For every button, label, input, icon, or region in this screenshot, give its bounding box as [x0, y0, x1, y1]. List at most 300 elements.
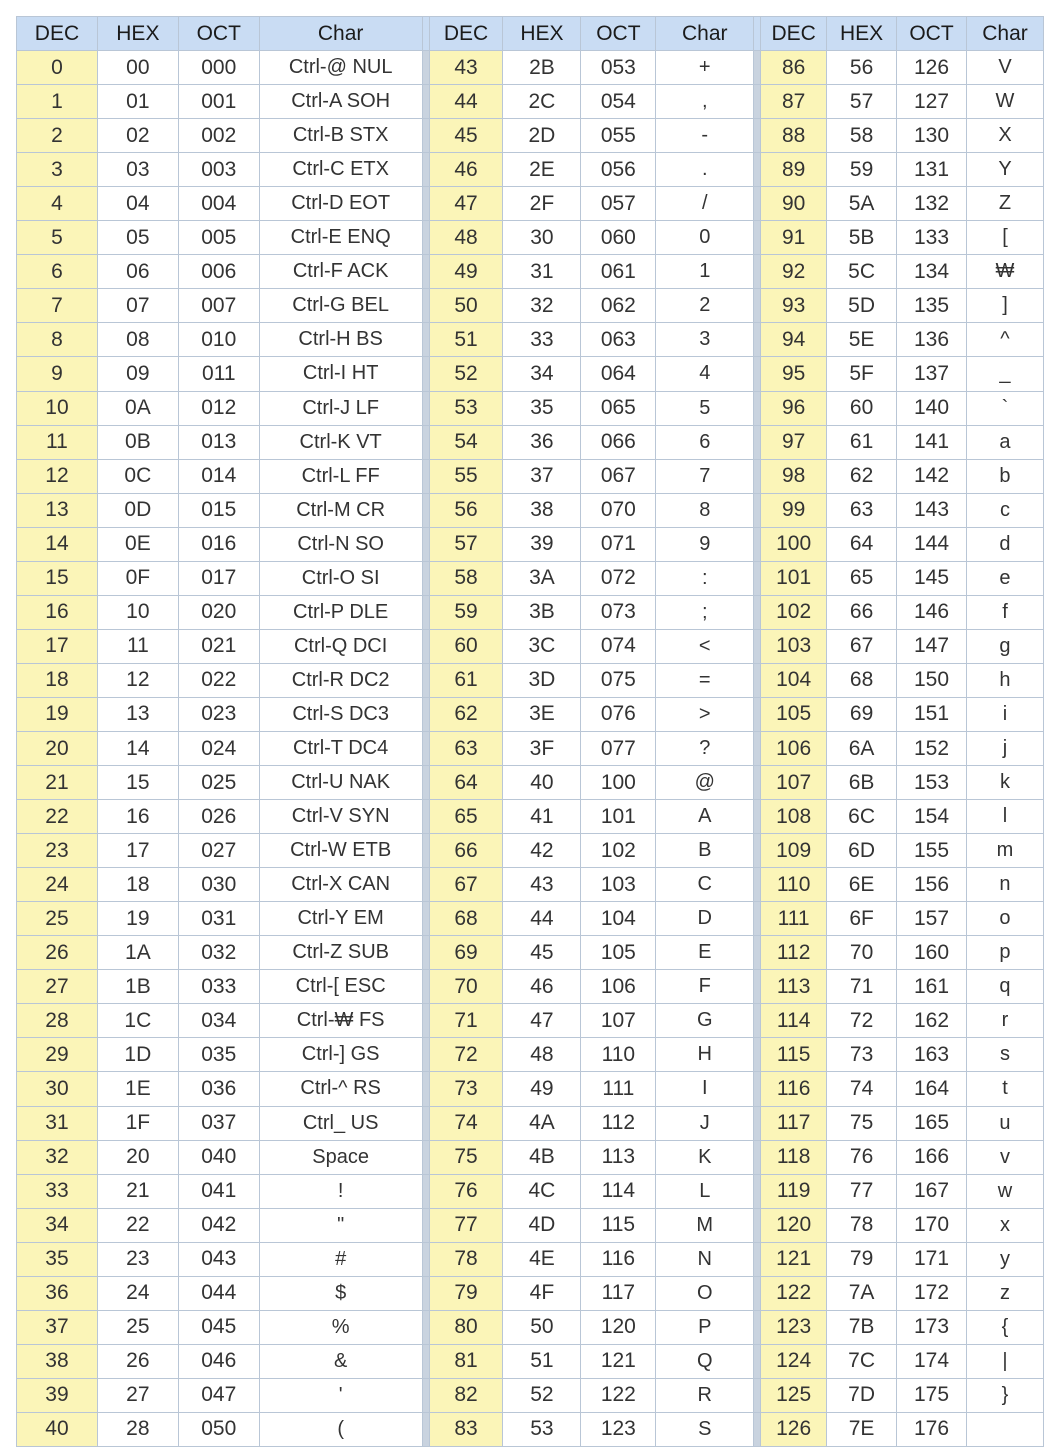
table-row — [17, 493, 1044, 527]
hex-cell: 3E — [503, 697, 581, 731]
dec-cell: 68 — [429, 902, 503, 936]
hex-cell: 28 — [97, 1412, 178, 1446]
hex-cell: 3F — [503, 731, 581, 765]
oct-cell: 153 — [897, 766, 967, 800]
dec-cell: 60 — [429, 629, 503, 663]
hex-cell: 52 — [503, 1378, 581, 1412]
oct-cell: 024 — [178, 731, 259, 765]
char-cell: E — [656, 936, 754, 970]
char-cell: < — [656, 629, 754, 663]
char-cell: Ctrl-O SI — [259, 561, 422, 595]
char-cell: Ctrl-B STX — [259, 119, 422, 153]
table-row — [17, 1174, 1044, 1208]
char-cell: Ctrl-M CR — [259, 493, 422, 527]
hex-cell: 21 — [97, 1174, 178, 1208]
char-cell: 7 — [656, 459, 754, 493]
hex-cell: 12 — [97, 663, 178, 697]
oct-cell: 147 — [897, 629, 967, 663]
char-cell: 5 — [656, 391, 754, 425]
dec-cell: 56 — [429, 493, 503, 527]
column-divider — [754, 1378, 761, 1412]
column-divider — [754, 1004, 761, 1038]
hex-cell: 2E — [503, 153, 581, 187]
char-cell: Ctrl-H BS — [259, 323, 422, 357]
oct-cell: 065 — [581, 391, 656, 425]
dec-cell: 52 — [429, 357, 503, 391]
char-cell: J — [656, 1106, 754, 1140]
oct-cell: 004 — [178, 187, 259, 221]
oct-cell: 155 — [897, 834, 967, 868]
hex-cell: 70 — [827, 936, 897, 970]
dec-cell: 15 — [17, 561, 98, 595]
dec-cell: 9 — [17, 357, 98, 391]
hex-cell: 45 — [503, 936, 581, 970]
char-cell: G — [656, 1004, 754, 1038]
oct-cell: 021 — [178, 629, 259, 663]
hex-cell: 63 — [827, 493, 897, 527]
dec-cell: 20 — [17, 731, 98, 765]
char-cell: Ctrl-@ NUL — [259, 51, 422, 85]
hex-cell: 7C — [827, 1344, 897, 1378]
table-row — [17, 255, 1044, 289]
char-cell: Ctrl-X CAN — [259, 868, 422, 902]
column-divider — [422, 85, 429, 119]
dec-cell: 44 — [429, 85, 503, 119]
hex-cell: 7B — [827, 1310, 897, 1344]
oct-cell: 120 — [581, 1310, 656, 1344]
hex-cell: 65 — [827, 561, 897, 595]
table-row — [17, 868, 1044, 902]
char-cell: Ctrl-D EOT — [259, 187, 422, 221]
oct-cell: 102 — [581, 834, 656, 868]
char-cell: e — [966, 561, 1043, 595]
dec-cell: 81 — [429, 1344, 503, 1378]
hex-cell: 46 — [503, 970, 581, 1004]
char-cell: > — [656, 697, 754, 731]
char-cell: 9 — [656, 527, 754, 561]
column-divider — [422, 459, 429, 493]
header-dec: DEC — [17, 17, 98, 51]
char-cell: Ctrl-W ETB — [259, 834, 422, 868]
oct-cell: 037 — [178, 1106, 259, 1140]
hex-cell: 34 — [503, 357, 581, 391]
oct-cell: 112 — [581, 1106, 656, 1140]
column-divider — [422, 1310, 429, 1344]
char-cell: D — [656, 902, 754, 936]
oct-cell: 164 — [897, 1072, 967, 1106]
oct-cell: 156 — [897, 868, 967, 902]
column-divider — [422, 1344, 429, 1378]
oct-cell: 056 — [581, 153, 656, 187]
char-cell: y — [966, 1242, 1043, 1276]
column-divider — [422, 766, 429, 800]
oct-cell: 034 — [178, 1004, 259, 1038]
oct-cell: 044 — [178, 1276, 259, 1310]
oct-cell: 175 — [897, 1378, 967, 1412]
dec-cell: 109 — [761, 834, 827, 868]
dec-cell: 80 — [429, 1310, 503, 1344]
hex-cell: 6D — [827, 834, 897, 868]
oct-cell: 016 — [178, 527, 259, 561]
oct-cell: 173 — [897, 1310, 967, 1344]
hex-cell: 2F — [503, 187, 581, 221]
column-divider — [754, 425, 761, 459]
oct-cell: 017 — [178, 561, 259, 595]
header-hex: HEX — [503, 17, 581, 51]
table-row — [17, 800, 1044, 834]
dec-cell: 48 — [429, 221, 503, 255]
hex-cell: 5F — [827, 357, 897, 391]
table-row — [17, 221, 1044, 255]
oct-cell: 054 — [581, 85, 656, 119]
oct-cell: 005 — [178, 221, 259, 255]
oct-cell: 140 — [897, 391, 967, 425]
char-cell: Ctrl-] GS — [259, 1038, 422, 1072]
char-cell: Ctrl-L FF — [259, 459, 422, 493]
char-cell: F — [656, 970, 754, 1004]
char-cell: 4 — [656, 357, 754, 391]
dec-cell: 37 — [17, 1310, 98, 1344]
char-cell: Ctrl-C ETX — [259, 153, 422, 187]
char-cell: Ctrl-J LF — [259, 391, 422, 425]
hex-cell: 7A — [827, 1276, 897, 1310]
hex-cell: 0F — [97, 561, 178, 595]
char-cell: Ctrl-^ RS — [259, 1072, 422, 1106]
column-divider — [422, 1072, 429, 1106]
char-cell: H — [656, 1038, 754, 1072]
oct-cell: 047 — [178, 1378, 259, 1412]
column-divider — [754, 527, 761, 561]
oct-cell: 060 — [581, 221, 656, 255]
hex-cell: 0C — [97, 459, 178, 493]
oct-cell: 062 — [581, 289, 656, 323]
column-divider — [422, 1378, 429, 1412]
dec-cell: 58 — [429, 561, 503, 595]
header-dec: DEC — [761, 17, 827, 51]
dec-cell: 82 — [429, 1378, 503, 1412]
oct-cell: 167 — [897, 1174, 967, 1208]
char-cell: X — [966, 119, 1043, 153]
hex-cell: 4E — [503, 1242, 581, 1276]
char-cell: x — [966, 1208, 1043, 1242]
dec-cell: 63 — [429, 731, 503, 765]
char-cell: Space — [259, 1140, 422, 1174]
oct-cell: 114 — [581, 1174, 656, 1208]
char-cell: _ — [966, 357, 1043, 391]
hex-cell: 39 — [503, 527, 581, 561]
hex-cell: 62 — [827, 459, 897, 493]
dec-cell: 26 — [17, 936, 98, 970]
hex-cell: 5B — [827, 221, 897, 255]
column-divider — [754, 255, 761, 289]
hex-cell: 6C — [827, 800, 897, 834]
column-divider — [754, 800, 761, 834]
dec-cell: 54 — [429, 425, 503, 459]
dec-cell: 14 — [17, 527, 98, 561]
column-divider — [754, 1208, 761, 1242]
dec-cell: 106 — [761, 731, 827, 765]
hex-cell: 59 — [827, 153, 897, 187]
hex-cell: 4B — [503, 1140, 581, 1174]
dec-cell: 90 — [761, 187, 827, 221]
column-divider — [754, 697, 761, 731]
column-divider — [422, 731, 429, 765]
hex-cell: 38 — [503, 493, 581, 527]
hex-cell: 1B — [97, 970, 178, 1004]
table-row — [17, 1378, 1044, 1412]
dec-cell: 79 — [429, 1276, 503, 1310]
hex-cell: 30 — [503, 221, 581, 255]
hex-cell: 53 — [503, 1412, 581, 1446]
table-row — [17, 187, 1044, 221]
dec-cell: 13 — [17, 493, 98, 527]
column-divider — [422, 1276, 429, 1310]
char-cell: ! — [259, 1174, 422, 1208]
oct-cell: 176 — [897, 1412, 967, 1446]
dec-cell: 118 — [761, 1140, 827, 1174]
char-cell: S — [656, 1412, 754, 1446]
hex-cell: 1E — [97, 1072, 178, 1106]
hex-cell: 75 — [827, 1106, 897, 1140]
table-row — [17, 1038, 1044, 1072]
dec-cell: 29 — [17, 1038, 98, 1072]
char-cell: u — [966, 1106, 1043, 1140]
column-divider — [422, 493, 429, 527]
table-row — [17, 1242, 1044, 1276]
column-divider — [422, 663, 429, 697]
column-divider — [754, 868, 761, 902]
hex-cell: 49 — [503, 1072, 581, 1106]
table-row — [17, 1344, 1044, 1378]
column-divider — [422, 221, 429, 255]
char-cell: K — [656, 1140, 754, 1174]
char-cell: M — [656, 1208, 754, 1242]
oct-cell: 115 — [581, 1208, 656, 1242]
oct-cell: 100 — [581, 766, 656, 800]
dec-cell: 108 — [761, 800, 827, 834]
oct-cell: 131 — [897, 153, 967, 187]
hex-cell: 73 — [827, 1038, 897, 1072]
dec-cell: 6 — [17, 255, 98, 289]
oct-cell: 026 — [178, 800, 259, 834]
dec-cell: 40 — [17, 1412, 98, 1446]
oct-cell: 076 — [581, 697, 656, 731]
header-hex: HEX — [827, 17, 897, 51]
char-cell: 1 — [656, 255, 754, 289]
char-cell: C — [656, 868, 754, 902]
table-row — [17, 936, 1044, 970]
hex-cell: 68 — [827, 663, 897, 697]
dec-cell: 113 — [761, 970, 827, 1004]
oct-cell: 101 — [581, 800, 656, 834]
hex-cell: 05 — [97, 221, 178, 255]
dec-cell: 22 — [17, 800, 98, 834]
oct-cell: 075 — [581, 663, 656, 697]
dec-cell: 117 — [761, 1106, 827, 1140]
hex-cell: 3B — [503, 595, 581, 629]
hex-cell: 51 — [503, 1344, 581, 1378]
hex-cell: 2C — [503, 85, 581, 119]
oct-cell: 134 — [897, 255, 967, 289]
oct-cell: 032 — [178, 936, 259, 970]
column-divider — [422, 595, 429, 629]
oct-cell: 166 — [897, 1140, 967, 1174]
char-cell: 0 — [656, 221, 754, 255]
char-cell: Y — [966, 153, 1043, 187]
dec-cell: 66 — [429, 834, 503, 868]
hex-cell: 24 — [97, 1276, 178, 1310]
dec-cell: 119 — [761, 1174, 827, 1208]
dec-cell: 92 — [761, 255, 827, 289]
dec-cell: 5 — [17, 221, 98, 255]
hex-cell: 60 — [827, 391, 897, 425]
dec-cell: 36 — [17, 1276, 98, 1310]
column-divider — [754, 187, 761, 221]
header-oct: OCT — [178, 17, 259, 51]
column-divider — [422, 527, 429, 561]
column-divider — [422, 425, 429, 459]
hex-cell: 4F — [503, 1276, 581, 1310]
dec-cell: 17 — [17, 629, 98, 663]
oct-cell: 023 — [178, 697, 259, 731]
dec-cell: 77 — [429, 1208, 503, 1242]
column-divider — [754, 17, 761, 51]
char-cell: z — [966, 1276, 1043, 1310]
column-divider — [754, 493, 761, 527]
oct-cell: 160 — [897, 936, 967, 970]
hex-cell: 77 — [827, 1174, 897, 1208]
dec-cell: 100 — [761, 527, 827, 561]
column-divider — [754, 1412, 761, 1446]
hex-cell: 79 — [827, 1242, 897, 1276]
dec-cell: 120 — [761, 1208, 827, 1242]
column-divider — [754, 970, 761, 1004]
hex-cell: 66 — [827, 595, 897, 629]
hex-cell: 69 — [827, 697, 897, 731]
char-cell: Ctrl-[ ESC — [259, 970, 422, 1004]
hex-cell: 23 — [97, 1242, 178, 1276]
char-cell: o — [966, 902, 1043, 936]
char-cell: j — [966, 731, 1043, 765]
oct-cell: 011 — [178, 357, 259, 391]
table-row — [17, 85, 1044, 119]
table-row — [17, 1106, 1044, 1140]
char-cell: ' — [259, 1378, 422, 1412]
table-row — [17, 289, 1044, 323]
char-cell: R — [656, 1378, 754, 1412]
table-row — [17, 153, 1044, 187]
dec-cell: 38 — [17, 1344, 98, 1378]
hex-cell: 2D — [503, 119, 581, 153]
header-dec: DEC — [429, 17, 503, 51]
hex-cell: 15 — [97, 766, 178, 800]
oct-cell: 006 — [178, 255, 259, 289]
char-cell: : — [656, 561, 754, 595]
dec-cell: 75 — [429, 1140, 503, 1174]
dec-cell: 27 — [17, 970, 98, 1004]
column-divider — [422, 1174, 429, 1208]
column-divider — [754, 289, 761, 323]
dec-cell: 122 — [761, 1276, 827, 1310]
dec-cell: 126 — [761, 1412, 827, 1446]
dec-cell: 16 — [17, 595, 98, 629]
table-row — [17, 1004, 1044, 1038]
column-divider — [422, 697, 429, 731]
column-divider — [422, 868, 429, 902]
oct-cell: 117 — [581, 1276, 656, 1310]
hex-cell: 1D — [97, 1038, 178, 1072]
column-divider — [422, 289, 429, 323]
column-divider — [422, 1004, 429, 1038]
hex-cell: 36 — [503, 425, 581, 459]
hex-cell: 3A — [503, 561, 581, 595]
table-row — [17, 697, 1044, 731]
dec-cell: 39 — [17, 1378, 98, 1412]
char-cell: w — [966, 1174, 1043, 1208]
char-cell: Ctrl-₩ FS — [259, 1004, 422, 1038]
oct-cell: 130 — [897, 119, 967, 153]
oct-cell: 070 — [581, 493, 656, 527]
oct-cell: 150 — [897, 663, 967, 697]
oct-cell: 066 — [581, 425, 656, 459]
dec-cell: 4 — [17, 187, 98, 221]
char-cell: % — [259, 1310, 422, 1344]
column-divider — [422, 17, 429, 51]
hex-cell: 43 — [503, 868, 581, 902]
oct-cell: 031 — [178, 902, 259, 936]
oct-cell: 146 — [897, 595, 967, 629]
column-divider — [422, 357, 429, 391]
dec-cell: 32 — [17, 1140, 98, 1174]
dec-cell: 67 — [429, 868, 503, 902]
hex-cell: 78 — [827, 1208, 897, 1242]
dec-cell: 86 — [761, 51, 827, 85]
dec-cell: 49 — [429, 255, 503, 289]
column-divider — [422, 629, 429, 663]
hex-cell: 17 — [97, 834, 178, 868]
oct-cell: 074 — [581, 629, 656, 663]
dec-cell: 99 — [761, 493, 827, 527]
table-row — [17, 731, 1044, 765]
table-row — [17, 663, 1044, 697]
hex-cell: 4A — [503, 1106, 581, 1140]
column-divider — [422, 970, 429, 1004]
hex-cell: 3C — [503, 629, 581, 663]
column-divider — [754, 1174, 761, 1208]
char-cell: - — [656, 119, 754, 153]
dec-cell: 25 — [17, 902, 98, 936]
char-cell: + — [656, 51, 754, 85]
oct-cell: 012 — [178, 391, 259, 425]
hex-cell: 7E — [827, 1412, 897, 1446]
dec-cell: 116 — [761, 1072, 827, 1106]
oct-cell: 045 — [178, 1310, 259, 1344]
hex-cell: 09 — [97, 357, 178, 391]
column-divider — [422, 902, 429, 936]
column-divider — [422, 936, 429, 970]
char-cell: n — [966, 868, 1043, 902]
header-oct: OCT — [897, 17, 967, 51]
dec-cell: 112 — [761, 936, 827, 970]
char-cell: g — [966, 629, 1043, 663]
table-row — [17, 1072, 1044, 1106]
oct-cell: 143 — [897, 493, 967, 527]
hex-cell: 33 — [503, 323, 581, 357]
dec-cell: 76 — [429, 1174, 503, 1208]
oct-cell: 055 — [581, 119, 656, 153]
oct-cell: 030 — [178, 868, 259, 902]
hex-cell: 11 — [97, 629, 178, 663]
